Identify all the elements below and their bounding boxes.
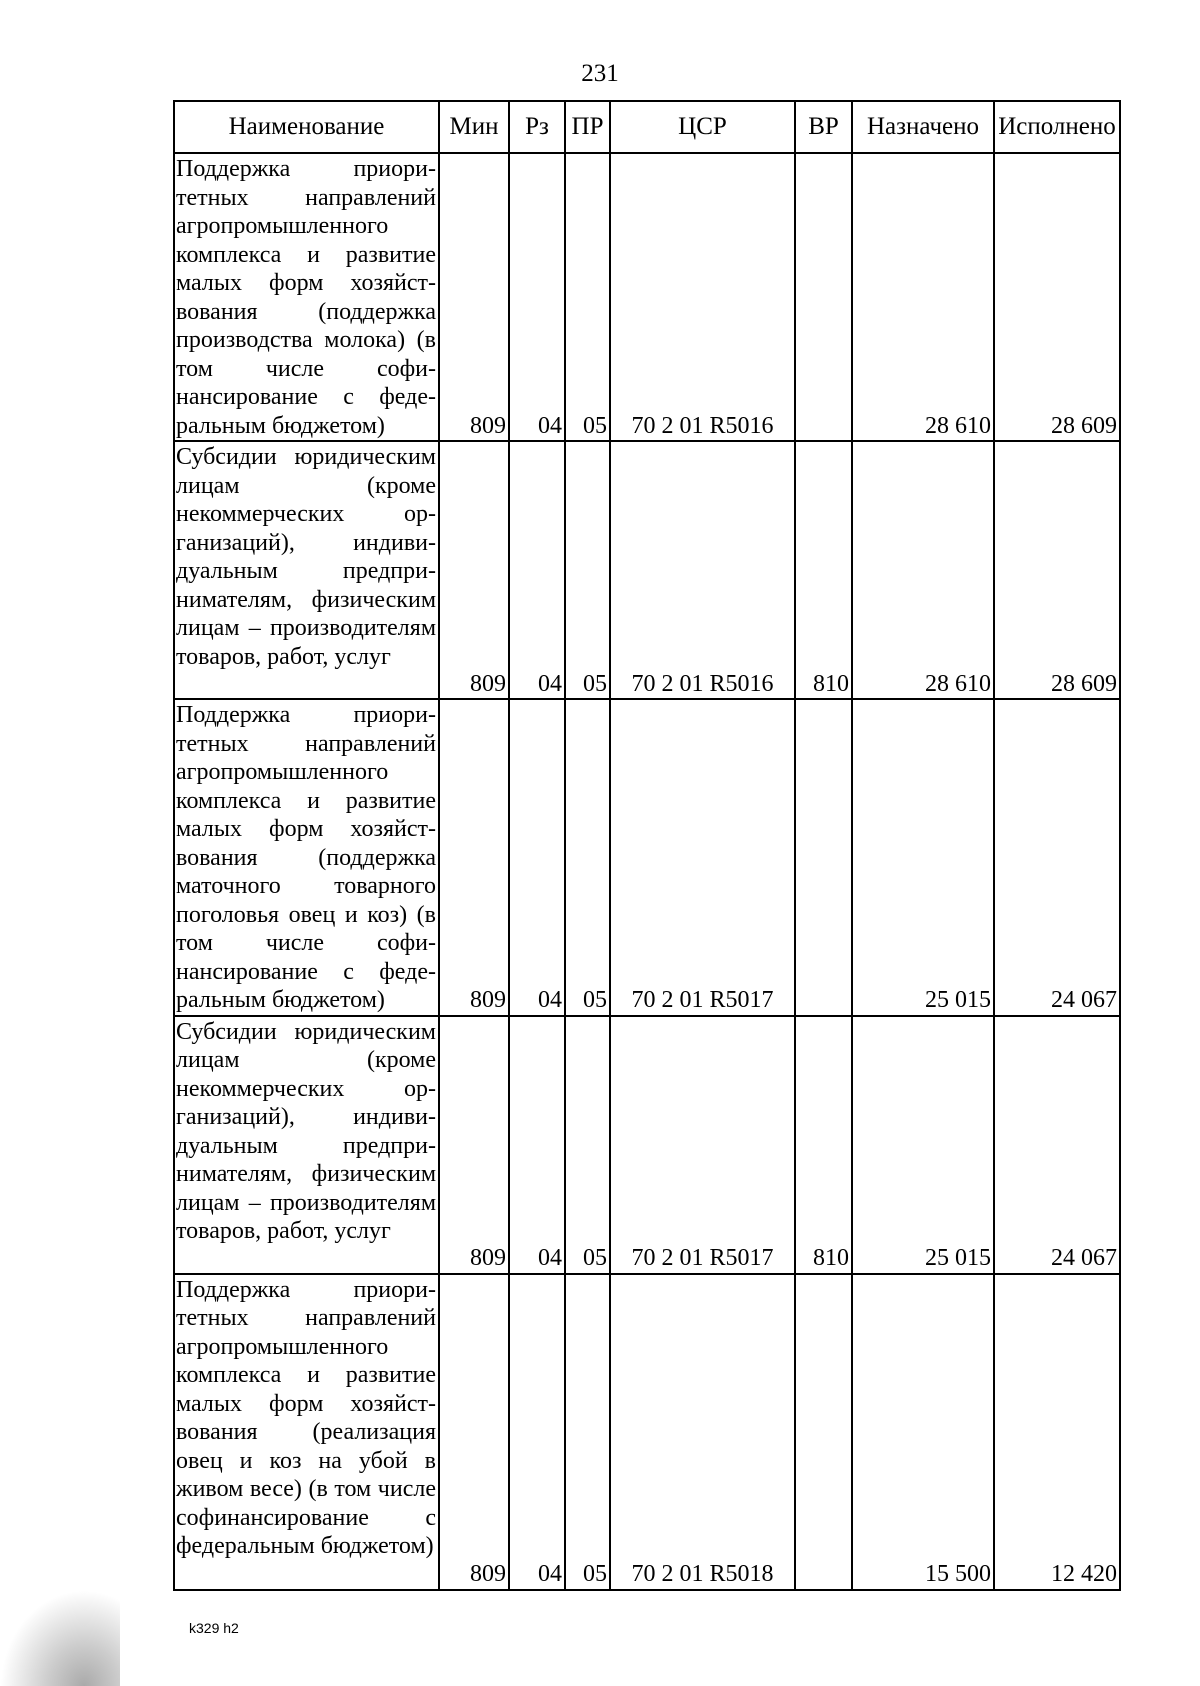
- cell-vr: [795, 153, 852, 441]
- cell-name: Субсидии юридическим лицам (кроме некоммерческих организаций), индивидуальным предпринимателям, физическим лицам – производителям товаров, работ, услуг: [174, 441, 439, 699]
- cell-min: 809: [439, 153, 509, 441]
- cell-executed: 28 609: [994, 153, 1120, 441]
- cell-name: Поддержка приоритетных направлений агропромышленного комплекса и развитие малых форм хозяйствования (поддержка производства молока) (в том числе софинансирование с федеральным бюджетом): [174, 153, 439, 441]
- cell-assigned: 28 610: [852, 153, 994, 441]
- header-assigned: Назначено: [852, 101, 994, 153]
- header-rz: Рз: [509, 101, 565, 153]
- table-row: [174, 153, 1120, 441]
- cell-rz: 04: [509, 1274, 565, 1590]
- header-executed: Исполнено: [994, 101, 1120, 153]
- cell-vr: [795, 1274, 852, 1590]
- cell-assigned: 15 500: [852, 1274, 994, 1590]
- cell-vr: 810: [795, 441, 852, 699]
- cell-assigned: 25 015: [852, 699, 994, 1016]
- cell-csr: 70 2 01 R5017: [610, 1016, 795, 1274]
- cell-rz: 04: [509, 699, 565, 1016]
- cell-csr: 70 2 01 R5016: [610, 153, 795, 441]
- cell-min: 809: [439, 441, 509, 699]
- cell-csr: 70 2 01 R5017: [610, 699, 795, 1016]
- cell-assigned: 28 610: [852, 441, 994, 699]
- cell-assigned: 25 015: [852, 1016, 994, 1274]
- cell-pr: 05: [565, 153, 610, 441]
- cell-rz: 04: [509, 441, 565, 699]
- scan-artifact: [0, 1590, 120, 1686]
- cell-name: Субсидии юридическим лицам (кроме некоммерческих организаций), индивидуальным предпринимателям, физическим лицам – производителям товаров, работ, услуг: [174, 1016, 439, 1274]
- cell-min: 809: [439, 1016, 509, 1274]
- page-number: 231: [581, 60, 619, 87]
- cell-min: 809: [439, 699, 509, 1016]
- header-csr: ЦСР: [610, 101, 795, 153]
- header-min: Мин: [439, 101, 509, 153]
- table-header-row: [174, 101, 1120, 153]
- table-row: [174, 441, 1120, 699]
- cell-pr: 05: [565, 699, 610, 1016]
- cell-csr: 70 2 01 R5016: [610, 441, 795, 699]
- table-row: [174, 1016, 1120, 1274]
- cell-executed: 12 420: [994, 1274, 1120, 1590]
- budget-table: [173, 100, 1121, 1591]
- header-name: Наименование: [174, 101, 439, 153]
- cell-pr: 05: [565, 1016, 610, 1274]
- cell-executed: 24 067: [994, 1016, 1120, 1274]
- cell-csr: 70 2 01 R5018: [610, 1274, 795, 1590]
- table-row: [174, 1274, 1120, 1590]
- footer-code: k329 h2: [189, 1620, 239, 1636]
- cell-vr: 810: [795, 1016, 852, 1274]
- cell-name: Поддержка приоритетных направлений агропромышленного комплекса и развитие малых форм хозяйствования (поддержка маточного товарного поголовья овец и коз) (в том числе софинансирование с федеральным бюджетом): [174, 699, 439, 1016]
- cell-pr: 05: [565, 441, 610, 699]
- cell-rz: 04: [509, 1016, 565, 1274]
- table-row: [174, 699, 1120, 1016]
- header-vr: ВР: [795, 101, 852, 153]
- cell-min: 809: [439, 1274, 509, 1590]
- cell-pr: 05: [565, 1274, 610, 1590]
- header-pr: ПР: [565, 101, 610, 153]
- cell-executed: 28 609: [994, 441, 1120, 699]
- cell-executed: 24 067: [994, 699, 1120, 1016]
- cell-vr: [795, 699, 852, 1016]
- cell-rz: 04: [509, 153, 565, 441]
- cell-name: Поддержка приоритетных направлений агропромышленного комплекса и развитие малых форм хозяйствования (реализация овец и коз на убой в живом весе) (в том числе софинансирование с федеральным бюджетом): [174, 1274, 439, 1590]
